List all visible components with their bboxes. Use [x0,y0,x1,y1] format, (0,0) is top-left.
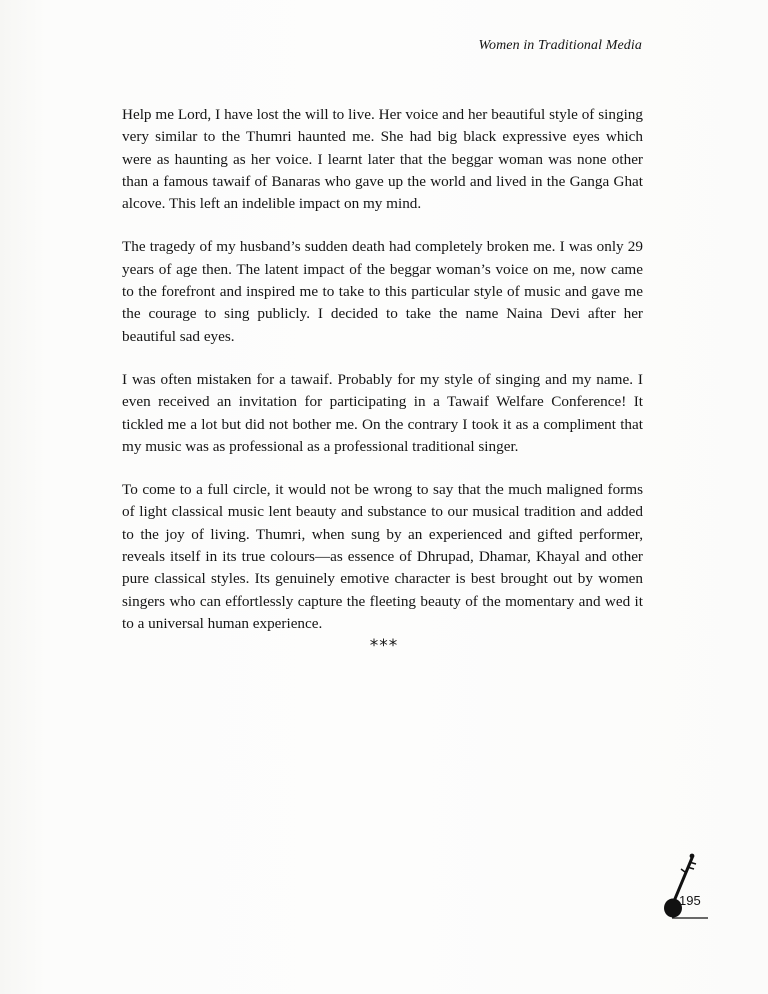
paragraph-2: The tragedy of my husband’s sudden death had completely broken me. I was only 29 years of age then. The latent impact of the beggar woman’s voice on me, now came to the forefront and inspired me to take to this particular style of music and gave me the courage to sing publicly. I decided to take the name Naina Devi after her beautiful sad eyes. [122,238,643,345]
section-divider: *** [369,636,399,656]
sitar-icon [660,848,720,928]
paragraph-3: I was often mistaken for a tawaif. Probably for my style of singing and my name. I even received an invitation for participating in a Tawaif Welfare Conference! It tickled me a lot but did not bother me. On the contrary I took it as a compliment that my music was as professional as a professional traditional singer. [122,370,643,455]
body-text [122,104,643,656]
page-number: 195 [679,893,701,908]
running-title: Women in Traditional Media [478,38,642,53]
paragraph-4: To come to a full circle, it would not be wrong to say that the much maligned forms of light classical music lent beauty and substance to our musical tradition and added to the joy of living. Thumri, when sung by an experienced and gifted performer, reveals itself in its true colours—as essence of Dhrupad, Dhamar, Khayal and other pure classical styles. Its genuinely emotive character is best brought out by women singers who can effortlessly capture the fleeting beauty of the momentary and wed it to a universal human experience. [122,481,643,632]
paragraph-1: Help me Lord, I have lost the will to live. Her voice and her beautiful style of singing very similar to the Thumri haunted me. She had big black expressive eyes which were as haunting as her voice. I learnt later that the beggar woman was none other than a famous tawaif of Banaras who gave up the world and lived in the Ganga Ghat alcove. This left an indelible impact on my mind. [122,106,643,213]
